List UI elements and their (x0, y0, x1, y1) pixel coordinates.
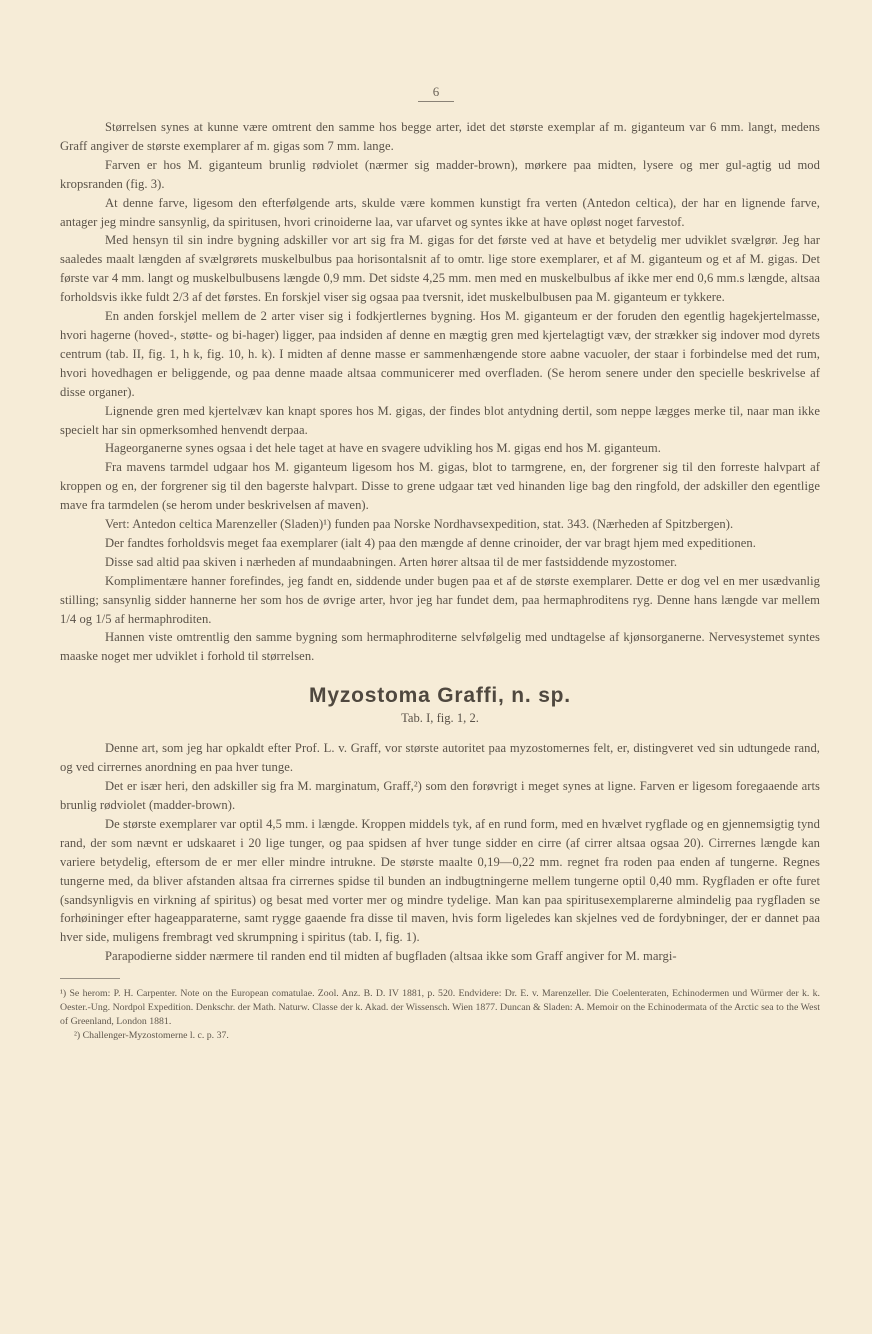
paragraph-pharynx: Med hensyn til sin indre bygning adskiller vor art sig fra M. gigas for det første ved at have et betydelig mer udviklet svælgrør. Jeg har saaledes maalt længden af svælgrørets muskelbulbus paa horisontalsnit af to omtr. lige store exemplarer, et af M. giganteum og et af M. gigas. Det første var 4 mm. langt og muskelbulbusens længde 0,9 mm. Det sidste 4,25 mm. men med en muskelbulbus af ikke mer end 0,6 mm.s længde, altsaa forholdsvis ikke fuldt 2/3 af det førstes. En forskjel viser sig ogsaa paa tversnit, idet muskelbulbusen paa M. giganteum er tykkere. (60, 233, 820, 305)
paragraph-male-anatomy: Hannen viste omtrentlig den samme bygning som hermaphroditerne selvfølgelig med undtagelse af kjønsorganerne. Nervesystemet syntes maaske noget mer udviklet i forhold til størrelsen. (60, 630, 820, 664)
page-number-rule (418, 101, 454, 102)
paragraph-graffi-intro: Denne art, som jeg har opkaldt efter Prof. L. v. Graff, vor største autoritet paa myzostomernes felt, er, distingveret ved sin udtungede rand, og ved cirrernes anordning en paa hver tunge. (60, 741, 820, 775)
paragraph-males: Komplimentære hanner forefindes, jeg fandt en, siddende under bugen paa et af de største exemplarer. Dette er dog vel en mer usædvanlig stilling; sansynlig sidder hannerne her som hos de øvrige arter, hvor jeg har fundet dem, paa hermaphroditens ryg. Denne hans længde var mellem 1/4 og 1/5 af hermaphroditen. (60, 573, 820, 626)
paragraph-graffi-parapodia: Parapodierne sidder nærmere til randen end til midten af bugfladen (altsaa ikke som Graff angiver for M. margi- (105, 949, 677, 964)
section-title: Myzostoma Graffi, n. sp. (309, 684, 571, 708)
paragraph-colour: Farven er hos M. giganteum brunlig rødviolet (nærmer sig madder-brown), mørkere paa midten, lysere og mer gul-agtig ud mod kropsranden (fig. 3). (60, 157, 820, 191)
footnote-2: ²) Challenger-Myzostomerne l. c. p. 37. (74, 1030, 229, 1042)
paragraph-specimens: Der fandtes forholdsvis meget faa exemplarer (ialt 4) paa den mængde af denne crinoider, der var bragt hjem med expeditionen. (105, 535, 756, 550)
paragraph-colour-origin: At denne farve, ligesom den efterfølgende arts, skulde være kommen kunstigt fra verten (Antedon celtica), der har en lignende farve, antager jeg mindre sansynlig, da spiritusen, hvori crinoiderne laa, var ufarvet og syntes ikke at have opløst noget farvestof. (60, 195, 820, 229)
paragraph-graffi-description: De største exemplarer var optil 4,5 mm. i længde. Kroppen middels tyk, af en rund form, med en hvælvet rygflade og en gjennemsigtig tynd rand, der som nævnt er udskaaret i 20 lige tunger, og paa spidsen af hver tunge sidder en cirre (af cirrer altsaa ogsaa 20). Cirrernes længde kan variere betydelig, eftersom de er mer eller mindre intrukne. De største maalte 0,19—0,22 mm. regnet fra roden paa enden af tungerne. Regnes tungerne med, da bliver afstanden altsaa fra cirrernes spidse til bunden an indbugtningerne mellem tungerne optil 0,40 mm. Rygfladen er ofte furet (sandsynligvis en virkning af spiritus) og besat med vorter mer og mindre tydelige. Man kan paa spiritusexemplarerne almindelig paa rygfladen se forhøininger efter hageapparaterne, samt rygge gaaende fra disse til maven, hvis form ligeledes kan skjelnes ved de fordybninger, der er dannet paa hver side, muligens frembragt ved skrumpning i spiritus (tab. I, fig. 1). (60, 816, 820, 945)
body-text (60, 118, 820, 1043)
paragraph-position: Disse sad altid paa skiven i nærheden af mundaabningen. Arten hører altsaa til de mer fastsiddende myzostomer. (105, 554, 678, 569)
paragraph-graffi-comparison: Det er især heri, den adskiller sig fra M. marginatum, Graff,²) som den forøvrigt i meget synes at ligne. Farven er ligesom foregaaende arts brunlig rødviolet (madder-brown). (60, 779, 820, 812)
paragraph-host: Vert: Antedon celtica Marenzeller (Sladen)¹) funden paa Norske Nordhavsexpedition, stat. 343. (Nærheden af Spitzbergen). (105, 517, 734, 532)
paragraph-glandular-branch: Lignende gren med kjertelvæv kan knapt spores hos M. gigas, der findes blot antydning dertil, som neppe lægges merke til, naar man ikke specielt har sin opmerksomhed henvendt derpaa. (60, 403, 820, 437)
section-figure-reference: Tab. I, fig. 1, 2. (401, 711, 479, 726)
footnote-1: ¹) Se herom: P. H. Carpenter. Note on the European comatulae. Zool. Anz. B. D. IV 1881, p. 520. Endvidere: Dr. E. v. Marenzeller. Die Coelenteraten, Echinodermen und Würmer der k. k. Oester.-Ung. Nordpol Expedition. Denkschr. der Math. Naturw. Classe der k. Akad. der Wissensch. Wien 1877. Duncan & Sladen: A. Memoir on the Echinodermata of the Arctic sea to the West of Greenland, London 1881. (60, 988, 820, 1028)
paragraph-intestine: Fra mavens tarmdel udgaar hos M. giganteum ligesom hos M. gigas, blot to tarmgrene, en, der forgrener sig til den forreste halvpart af kroppen og en, der forgrener sig til den bagerste halvpart. Disse to grene udgaar tæt ved hinanden lige bag den ringfold, der adskiller den egentlige mave fra tarmdelen (se herom under beskrivelsen af maven). (60, 460, 820, 513)
footnote-rule (60, 978, 120, 979)
paragraph-foot-glands: En anden forskjel mellem de 2 arter viser sig i fodkjertlernes bygning. Hos M. giganteum er der foruden den egentlig hagekjertelmasse, hvori hagerne (hoved-, støtte- og bi-hager) ligger, paa indsiden af denne en mægtig gren med kjertelagtigt væv, der strækker sig indover mod dyrets centrum (tab. II, fig. 1, h k, fig. 10, h. k). I midten af denne masse er sammenhængende store aabne vacuoler, der staar i forbindelse med det rum, hvori hovedhagen er beliggende, og paa denne maade altsaa communicerer med overfladen. (Se herom senere under den specielle beskrivelse af disse organer). (60, 309, 820, 399)
page-number: 6 (432, 84, 440, 99)
paragraph-size: Størrelsen synes at kunne være omtrent den samme hos begge arter, idet det største exemplar af m. giganteum var 6 mm. langt, medens Graff angiver de største exemplarer af m. gigas som 7 mm. lange. (60, 120, 820, 153)
paragraph-hook-organs: Hageorganerne synes ogsaa i det hele taget at have en svagere udvikling hos M. gigas end hos M. giganteum. (105, 441, 661, 456)
